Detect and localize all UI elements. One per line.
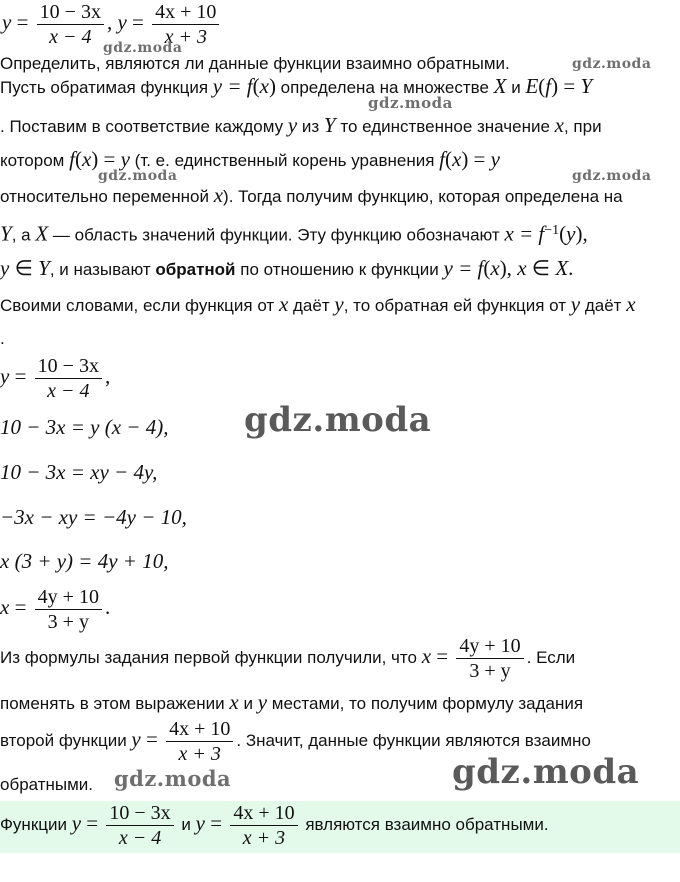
solution-step-5: x (3 + y) = 4y + 10,: [0, 549, 169, 573]
watermark: gdz.moda: [368, 94, 453, 112]
watermark: gdz.moda: [114, 766, 232, 791]
solution-step-6: x = $\frac{4y + 10}{3 + y}$ .: [0, 586, 111, 633]
theory-line-1: Пусть обратимая функция y = f(x) определена на множестве X и E(f) = Y: [0, 74, 593, 98]
conclusion-line-2: поменять в этом выражении x и y местами, то получим формулу задания: [0, 690, 584, 714]
solution-step-4: −3x − xy = −4y − 10,: [0, 505, 187, 529]
watermark: gdz.moda: [452, 752, 640, 792]
theory-line-5: Y, а X — область значений функции. Эту функцию обозначают $x = f^{-1}(y)$,: [0, 221, 588, 246]
watermark: gdz.moda: [572, 56, 652, 72]
theory-line-3: котором f(x) = y (т. е. единственный корень уравнения f(x) = y: [0, 147, 500, 171]
theory-line-4: относительно переменной x). Тогда получим функцию, которая определена на: [0, 183, 623, 207]
theory-line-7: Своими словами, если функция от x даёт y, то обратная ей функция от y даёт x: [0, 292, 636, 316]
watermark: gdz.moda: [103, 40, 183, 56]
solution-step-1: y = $\frac{10 - 3x}{x - 4}$ ,: [0, 355, 111, 402]
conclusion-line-3: второй функции y = $\frac{4x + 10}{x + 3}$ . Значит, данные функции являются взаимно: [0, 718, 591, 765]
conclusion-line-4: обратными.: [0, 775, 94, 794]
answer-line: Функции y = $\frac{10 - 3x}{x - 4}$ и y = $\frac{4x + 10}{x + 3}$ являются взаимно обратными.: [0, 802, 549, 849]
solution-step-3: 10 − 3x = xy − 4y,: [0, 460, 158, 484]
watermark: gdz.moda: [244, 400, 432, 440]
conclusion-line-1: Из формулы задания первой функции получили, что x = $\frac{4y + 10}{3 + y}$ . Если: [0, 635, 576, 682]
task-text: Определить, являются ли данные функции взаимно обратными.: [0, 54, 510, 73]
solution-step-2: 10 − 3x = y (x − 4),: [0, 415, 169, 439]
theory-line-2: . Поставим в соответствие каждому y из Y то единственное значение x, при: [0, 113, 602, 137]
watermark: gdz.moda: [572, 168, 652, 184]
theory-line-6: y ∈ Y, и называют обратной по отношению к функции y = f(x), x ∈ X.: [0, 256, 574, 280]
theory-line-8: .: [0, 329, 5, 348]
watermark: gdz.moda: [98, 168, 178, 184]
header-formula: y = $\frac{10 - 3x}{x - 4}$ , y = $\frac{4x + 10}{x + 3}$: [2, 0, 222, 49]
